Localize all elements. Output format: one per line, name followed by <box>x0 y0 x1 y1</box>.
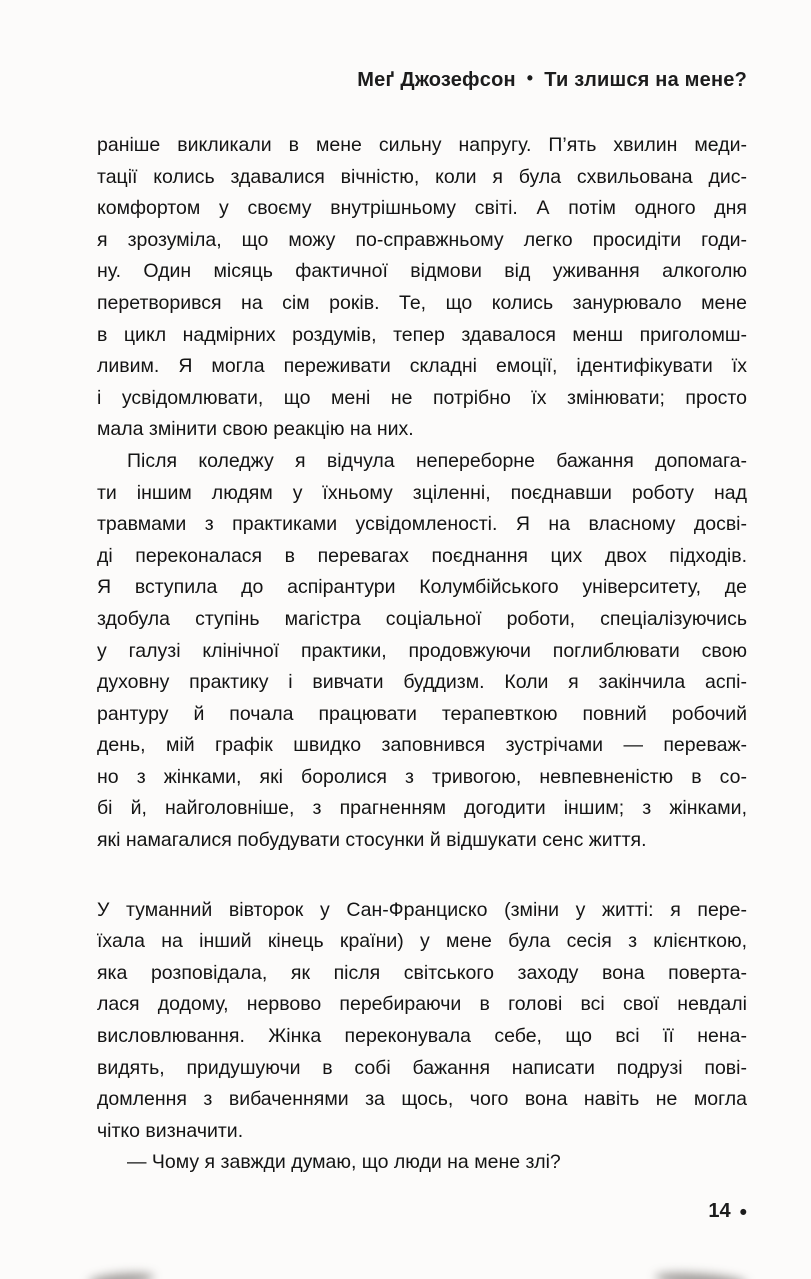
running-head-bullet-icon: • <box>526 68 534 88</box>
page-number-bullet-icon: • <box>739 1201 747 1224</box>
paragraph-2 <box>97 446 747 857</box>
text-line: чітко визначити. <box>97 1119 244 1142</box>
text-line: У туманний вівторок у Сан-Франциско (зміни у житті: я пере- <box>97 898 747 921</box>
text-line: ливим. Я могла переживати складні емоції, ідентифікувати їх <box>97 355 747 378</box>
text-line: Після коледжу я відчула непереборне бажання допомага- <box>127 449 747 472</box>
text-line: духовну практику і вивчати буддизм. Коли я закінчила аспі- <box>97 671 747 694</box>
text-line: день, мій графік швидко заповнився зустрічами — переваж- <box>97 734 747 757</box>
paragraph-1 <box>97 130 747 446</box>
text-line: травмами з практиками усвідомленості. Я на власному досві- <box>97 513 747 536</box>
text-line: домлення з вибаченнями за щось, чого вона навіть не могла <box>97 1088 747 1111</box>
text-line: перетворився на сім років. Те, що колись занурювало мене <box>97 291 747 314</box>
text-line: ді переконалася в перевагах поєднання цих двох підходів. <box>97 544 747 567</box>
text-line: висловлювання. Жінка переконувала себе, що всі її нена- <box>97 1025 747 1048</box>
text-line: у галузі клінічної практики, продовжуючи поглиблювати свою <box>97 639 747 662</box>
text-block <box>97 130 747 1179</box>
text-line: мала змінити свою реакцію на них. <box>97 418 414 441</box>
text-line: лася додому, нервово перебираючи в голові всі свої невдалі <box>97 993 747 1016</box>
text-line: їхала на інший кінець країни) у мене була сесія з клієнткою, <box>97 930 747 953</box>
page-footer <box>708 1200 747 1223</box>
text-line: ти іншим людям у їхньому зціленні, поєднавши роботу над <box>97 481 747 504</box>
text-line: ну. Один місяць фактичної відмови від уживання алкоголю <box>97 260 747 283</box>
text-line: раніше викликали в мене сильну напругу. П’ять хвилин меди- <box>97 134 747 156</box>
paragraph-3 <box>97 895 747 1148</box>
text-line: бі й, найголовніше, з прагненням догодити іншим; з жінками, <box>97 797 747 820</box>
text-line: — Чому я завжди думаю, що люди на мене злі? <box>127 1151 561 1174</box>
running-head-title: Ти злишся на мене? <box>544 69 747 91</box>
text-line: тації колись здавалися вічністю, коли я була схвильована дис- <box>97 165 747 188</box>
running-head-author: Меґ Джозефсон <box>357 69 516 91</box>
text-line: рантуру й почала працювати терапевткою повний робочий <box>97 702 747 725</box>
scan-shadow-right <box>655 1271 748 1279</box>
text-line: видять, придушуючи в собі бажання написати подрузі пові- <box>97 1056 747 1079</box>
text-line: Я вступила до аспірантури Колумбійського університету, де <box>97 576 747 599</box>
text-line: і усвідомлювати, що мені не потрібно їх змінювати; просто <box>97 386 747 409</box>
text-line: комфортом у своєму внутрішньому світі. А потім одного дня <box>97 197 747 220</box>
running-head <box>357 69 747 92</box>
page-number: 14 <box>708 1200 731 1222</box>
text-line: в цикл надмірних роздумів, тепер здавалося менш приголомш- <box>97 323 747 346</box>
text-line: но з жінками, які боролися з тривогою, невпевненістю в со- <box>97 765 747 788</box>
paragraph-4-dialogue <box>97 1147 747 1179</box>
text-line: я зрозуміла, що можу по-справжньому легко просидіти годи- <box>97 228 747 251</box>
text-line: які намагалися побудувати стосунки й відшукати сенс життя. <box>97 829 647 852</box>
text-line: яка розповідала, як після світського заходу вона поверта- <box>97 961 747 984</box>
scan-shadow-left <box>88 1271 155 1279</box>
text-line: здобула ступінь магістра соціальної роботи, спеціалізуючись <box>97 607 747 630</box>
